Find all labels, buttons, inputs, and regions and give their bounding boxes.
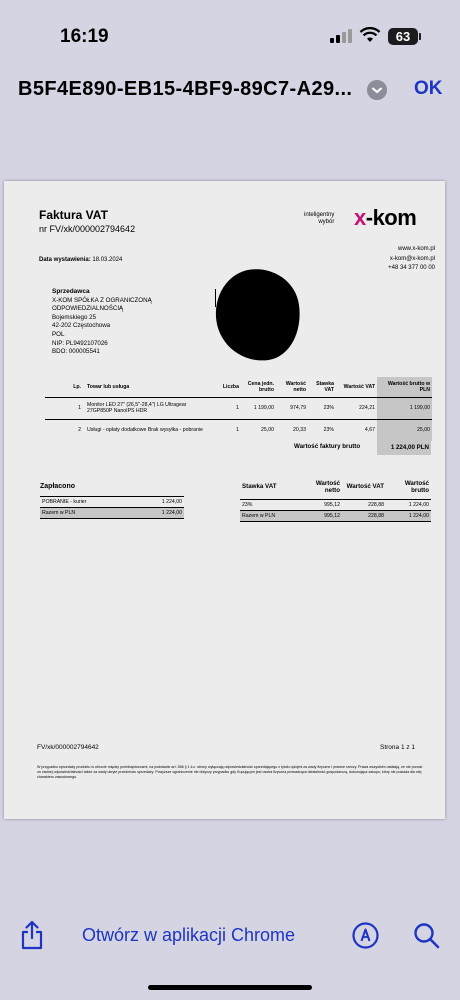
contact-block	[388, 245, 435, 274]
fine-print: W przypadku sprzedaży produktu w obrocie między przedsiębiorcami, na podstawie art. 558 § 1 k.c. strony wyłączają odpowiedzialność sprzedającego z tytułu rękojmi za wady fizyczne i prawne rzeczy. Prawa wszystkim ustalają, że nie ponosi on żadnej odpowiedzialności także za wady ukryte przedmiotu sprzedaży. Powyższe ograniczenie nie dotyczy przypadku gdy Kupującym jest osoba fizyczna prowadząca działalność gospodarczą, dokonująca zakupu, który nie posiada dla niej charakteru zawodowego.	[37, 765, 423, 780]
search-icon[interactable]	[413, 922, 440, 949]
issue-date: Data wystawienia: 18.03.2024	[39, 257, 123, 263]
redacted-area	[210, 264, 306, 367]
table-row: 23% 995,12 228,88 1 224,00	[240, 499, 431, 510]
x-kom-logo: x-kom	[354, 205, 417, 230]
status-bar	[0, 0, 460, 70]
paid-heading: Zapłacono	[40, 480, 184, 496]
share-icon[interactable]	[20, 920, 44, 950]
document-title: B5F4E890-EB15-4BF9-89C7-A29...	[18, 78, 353, 100]
paid-table	[40, 480, 184, 519]
email: x-kom@x-kom.pl	[389, 255, 435, 262]
invoice-page	[4, 181, 445, 819]
logo-tagline: inteligentny wybór	[304, 212, 335, 225]
phone: +48 34 377 00 00	[388, 265, 435, 271]
invoice-title: Faktura VAT	[39, 208, 108, 222]
open-in-chrome-button[interactable]: Otwórz w aplikacji Chrome	[82, 925, 296, 945]
table-row: Razem w PLN 995,12 228,88 1 224,00	[240, 510, 431, 521]
wifi-icon	[359, 27, 381, 43]
chevron-down-icon[interactable]	[367, 80, 387, 100]
markup-icon[interactable]	[352, 922, 379, 949]
seller-heading: Sprzedawca	[52, 288, 90, 295]
total-value: 1 224,00 PLN	[377, 440, 431, 455]
ok-button[interactable]: OK	[414, 78, 443, 99]
home-indicator	[148, 985, 312, 990]
page-indicator: Strona 1 z 1	[380, 744, 416, 751]
invoice-number: nr FV/xk/000002794642	[39, 224, 136, 234]
clock: 16:19	[60, 26, 109, 47]
website: www.x-kom.pl	[397, 246, 435, 252]
table-row: POBRANIE - kurier 1 224,00	[40, 496, 184, 507]
vat-summary-table: Stawka VAT Wartość netto Wartość VAT Wartość brutto 23% 995,12 228,88 1 224,00 Razem w PLN 995,12 228,88 1 224,00	[240, 477, 431, 522]
seller-block: Sprzedawca X-KOM SPÓŁKA Z OGRANICZONĄ ODPOWIEDZIALNOŚCIĄ Bojemskiego 25 42-202 Częstochowa POL NIP: PL9492107026 BDO: 000005541	[52, 288, 152, 356]
items-table: Lp. Towar lub usługa Liczba Cena jedn. brutto Wartość netto Stawka VAT Wartość VAT Wartość brutto w PLN 1 Monitor LED 27" (26,5"-28,4") LG Ultragear 27GP850P NanoIPS HDR 1 1 199,00 974,79 23% 224,21 1 199,00 2 Usługi - opłaty dodatkowe Brak wysyłka - pobranie 1 25,00 20,33 23% 4,67 25,00	[45, 377, 432, 441]
footer-invoice-number: FV/xk/000002794642	[37, 744, 99, 751]
table-row: Razem w PLN 1 224,00	[40, 507, 184, 518]
table-row: 2 Usługi - opłaty dodatkowe Brak wysyłka - pobranie 1 25,00 20,33 23% 4,67 25,00	[45, 419, 432, 441]
table-row: 1 Monitor LED 27" (26,5"-28,4") LG Ultragear 27GP850P NanoIPS HDR 1 1 199,00 974,79 23% 224,21 1 199,00	[45, 397, 432, 419]
total-label: Wartość faktury brutto	[294, 443, 361, 450]
battery-icon: 63	[388, 28, 418, 45]
signal-icon	[330, 29, 352, 43]
